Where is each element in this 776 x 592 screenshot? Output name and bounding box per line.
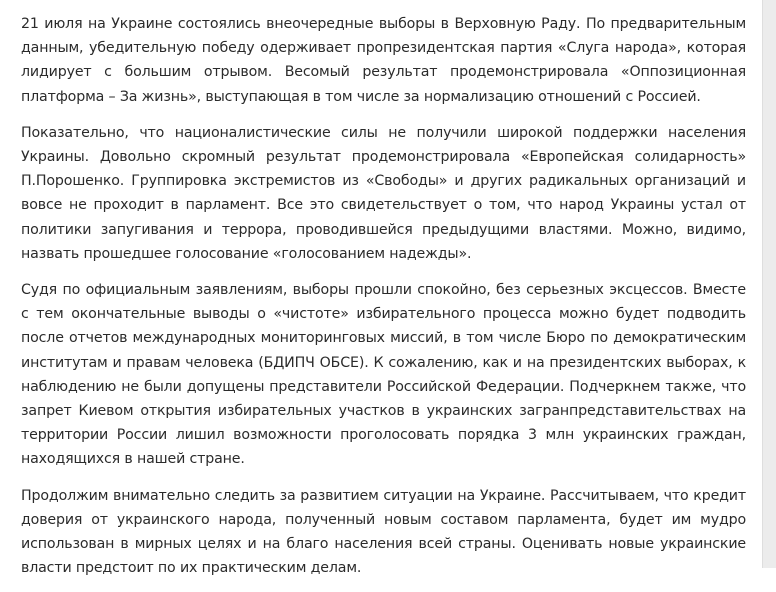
- scrollbar[interactable]: [762, 0, 776, 568]
- paragraph-4: Продолжим внимательно следить за развитием ситуации на Украине. Рассчитываем, что кредит доверия от украинского народа, полученный новым составом парламента, будет им мудро использован в мирных целях и на благо населения всей страны. Оценивать новые украинские власти предстоит по их практическим делам.: [21, 487, 746, 577]
- paragraph-2: Показательно, что националистические силы не получили широкой поддержки населения Украины. Довольно скромный результат продемонстрировала «Европейская солидарность» П.Порошенко. Группировка экстремистов из «Свободы» и других радикальных организаций и вовсе не проходит в парламент. Все это свидетельствует о том, что народ Украины устал от политики запугивания и террора, проводившейся предыдущими властями. Можно, видимо, назвать прошедшее голосование «голосованием надежды».: [21, 124, 746, 262]
- paragraph-1: 21 июля на Украине состоялись внеочередные выборы в Верховную Раду. По предварительным данным, убедительную победу одерживает пропрезидентская партия «Слуга народа», которая лидирует с большим отрывом. Весомый результат продемонстрировала «Оппозиционная платформа – За жизнь», выступающая в том числе за нормализацию отношений с Россией.: [21, 16, 746, 105]
- paragraph-3: Судя по официальным заявлениям, выборы прошли спокойно, без серьезных эксцессов. Вместе с тем окончательные выводы о «чистоте» избирательного процесса можно будет подводить после отчетов международных мониторинговых миссий, в том числе Бюро по демократическим институтам и правам человека (БДИПЧ ОБСЕ). К сожалению, как и на президентских выборах, к наблюдению не были допущены представители Российской Федерации. Подчеркнем также, что запрет Киевом открытия избирательных участков в украинских загранпредставительствах на территории России лишил возможности проголосовать порядка 3 млн украинских граждан, находящихся в нашей стране.: [21, 282, 746, 468]
- article-body: [21, 12, 746, 592]
